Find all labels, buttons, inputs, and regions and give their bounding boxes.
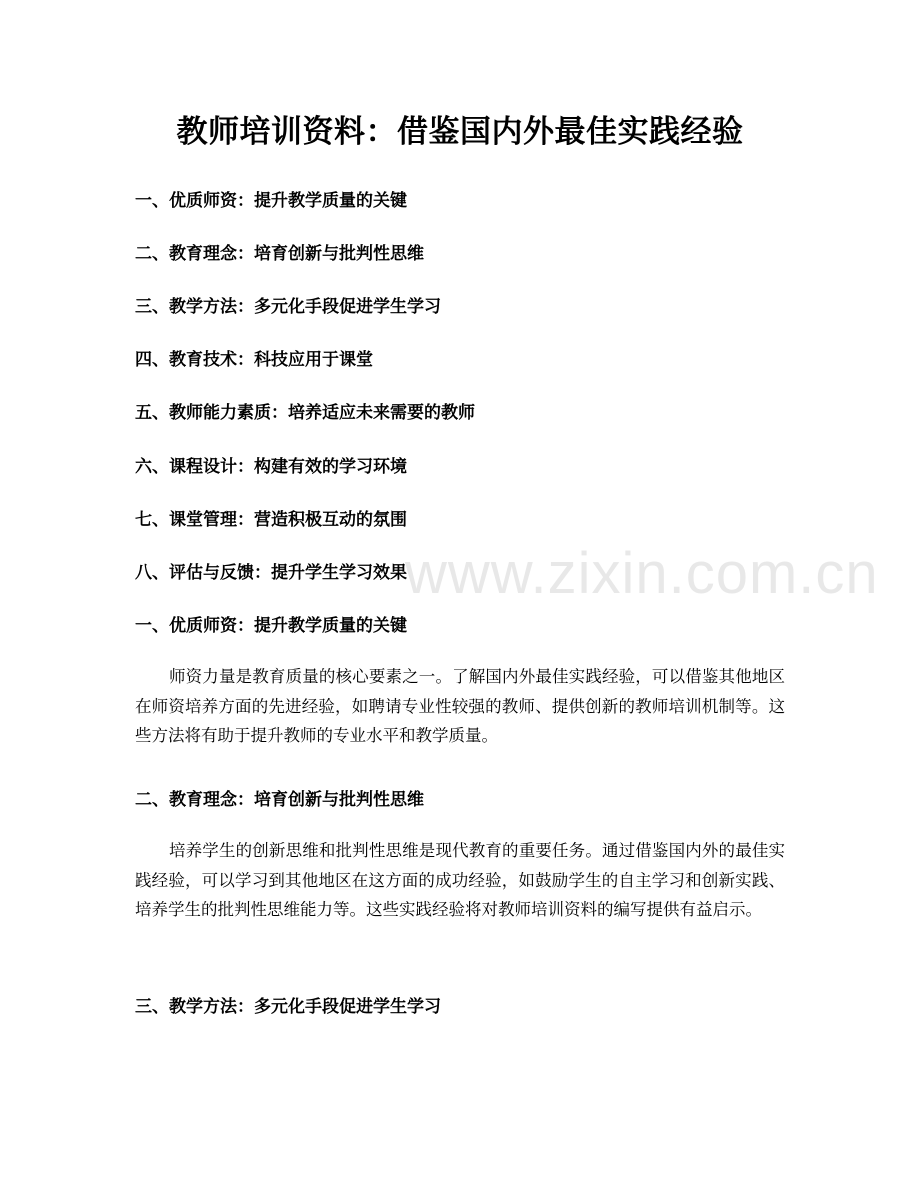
section-paragraph: 培养学生的创新思维和批判性思维是现代教育的重要任务。通过借鉴国内外的最佳实践经验，可以学习到其他地区在这方面的成功经验，如鼓励学生的自主学习和创新实践、培养学生的批判性思维能力等。这些实践经验将对教师培训资料的编写提供有益启示。 xyxy=(135,841,785,919)
section-heading: 一、优质师资：提升教学质量的关键 xyxy=(135,616,407,636)
toc-item: 五、教师能力素质：培养适应未来需要的教师 xyxy=(135,403,475,423)
document-title: 教师培训资料：借鉴国内外最佳实践经验 xyxy=(176,114,744,150)
section-paragraph: 师资力量是教育质量的核心要素之一。了解国内外最佳实践经验，可以借鉴其他地区在师资培养方面的先进经验，如聘请专业性较强的教师、提供创新的教师培训机制等。这些方法将有助于提升教师的专业水平和教学质量。 xyxy=(135,667,785,745)
toc-item: 六、课程设计：构建有效的学习环境 xyxy=(135,457,407,477)
toc-item: 四、教育技术：科技应用于课堂 xyxy=(135,350,373,370)
section-heading: 三、教学方法：多元化手段促进学生学习 xyxy=(135,997,441,1017)
toc-item: 八、评估与反馈：提升学生学习效果 xyxy=(135,563,407,583)
toc-item: 三、教学方法：多元化手段促进学生学习 xyxy=(135,297,441,317)
toc-item: 二、教育理念：培育创新与批判性思维 xyxy=(135,244,424,264)
watermark: www.zixin.com.cn xyxy=(405,541,879,606)
section-heading: 二、教育理念：培育创新与批判性思维 xyxy=(135,790,424,810)
toc-item: 一、优质师资：提升教学质量的关键 xyxy=(135,191,407,211)
toc-item: 七、课堂管理：营造积极互动的氛围 xyxy=(135,510,407,530)
